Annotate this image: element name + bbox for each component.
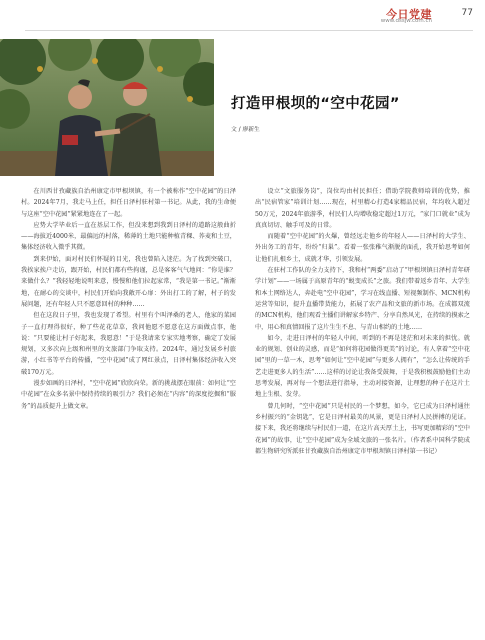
paragraph: 曾几何时，“空中花园”只是村民的一个梦想，如今，它已成为日泽村通往乡村振兴的“金钥匙”，它是日泽村最美的风景，更是日泽村人民拼搏的见证。接下来，我还将继续与村民们一道，在这片高天厚土上，书写更加精彩的“空中花园”的故事，让“空中花园”成为全域文旅的一张名片。（作者系中国科学院成都生物研究所派驻甘孜藏族自治州康定市甲根坝镇日泽村第一书记）: [255, 402, 470, 455]
article-title: 打造甲根坝的“空中花园”: [231, 96, 400, 112]
paragraph: 应势大学毕业后一直在基层工作，但没来想到我到日泽村的道路这般曲折——海拔近4000米，最偏远的村落，稀薄的土地只能种植青稞、荞麦和土豆，集体经济收入微乎其微。: [21, 221, 236, 252]
photo-illustration: [0, 39, 214, 176]
paragraph: 在川西甘孜藏族自治州康定市甲根坝镇，有一个被称作“空中花园”的日泽村。2024年7月，我走马上任，担任日泽村驻村第一书记。从此，我的生命便与这座“空中花园”紧紧地连在了一起。: [21, 188, 236, 218]
paragraph: 漫步如画的日泽村，“空中花园”欣欣向荣。新的挑战摆在眼前：如何让“空中花园”在众多名景中保持持续的吸引力？我们必须在“内容”的深度挖掘和“服务”的品质提升上做文章。: [21, 380, 236, 410]
magazine-logo-prefix: 今日: [386, 8, 409, 21]
article-author: 文 / 廖新生: [231, 127, 260, 133]
paragraph: 在驻村工作队的全力支持下，我和村“两委”启动了“甲根坝镇日泽村青年研学计划”——一场属于高原青年的“蜕变成长”之旅。我们带着返乡青年、大学生和本土网络达人，奔赴电“空中花园”，学习在线直播、短视频制作、MCN机构运营等知识，提升直播带货能力，拓展了农产品和文旅的新市场。在成都双流的MCN机构，他们观看主播们讲解家乡特产、分享自然风光，在持续的摸索之中，用心和真情回报了这片生生不息、与青山相约的土地……: [255, 267, 470, 331]
article-column-right: [255, 186, 470, 457]
article-photo: [0, 39, 214, 176]
paragraph: 如今，走进日泽村的年轻人中间，听到的不再是迷茫和对未来的担忧。就业的规划、创业的灵感，而是“如何将花园做得更美”的讨论，有人拿着“空中花园”里的一草一木，思考“如何让“空中花园”与更多人拥有”，“怎么让传统的手艺走进更多人的生活”……这样的讨论让我备受鼓舞，于是我积极鼓励他们主动思考发展，再对每一个想法进行指导，主动对接资源，让理想的种子在这片土地上生根、发芽。: [255, 334, 470, 399]
header-divider: [25, 30, 473, 31]
page-header: [0, 0, 485, 30]
magazine-logo-name: 党建: [409, 8, 432, 21]
paragraph: 设立“文旅服务岗”，岗位均由村民担任；借助学院教师培训的优势，推出“民宿管家”培训计划……现在，村里精心打造4家精品民宿，年均收入超过50万元，2024年旅游季，村民们人均增收稳定超过1万元，“家门口就业”成为真真切切、触手可及的日常。: [255, 188, 470, 229]
article-column-left: [21, 186, 236, 412]
page-number: 77: [461, 8, 473, 18]
paragraph: 而随着“空中花园”的火爆，曾经远走他乡的年轻人——日泽村的大学生、外出务工的青年，纷纷“归巢”。看着一张张稚气渐脱的面孔，我开始思考如何让他们扎根乡土，成就才华，引领发展。: [255, 233, 470, 263]
paragraph: 但在这段日子里，我也发现了希望。村里有个叫泽桑的老人，他家的菜园子一直打理得很好，种了些花花草草，我问他愿不愿意在这方面做点事，他说：“只要能让村子好起来，我愿意！”于是我请来专家实地考察，确定了发展规划，又多次向上级和州里的文旅部门争取支持。2024年，通过发展乡村旅游，小红书等平台的传播，“空中花园”成了网红景点，日泽村集体经济收入突破170万元。: [21, 312, 236, 376]
paragraph: 到来伊始，面对村民们怀疑的目光，我也曾陷入迷茫。为了找到突破口，我挨家挨户走访，跟开始，村民们都有些拘谨，总是客客气气地问：“你是谁？来做什么？”我轻轻地说明来意，慢慢和他们拉起家常，“我是第一书记。”渐渐地，在耐心的交谈中，村民们开始向我敞开心扉：外出打工的了解，村子的发展问题，还有年轻人只不愿意回村的种种……: [21, 255, 236, 308]
website-url: www.dssjw.com.cn: [380, 18, 432, 24]
